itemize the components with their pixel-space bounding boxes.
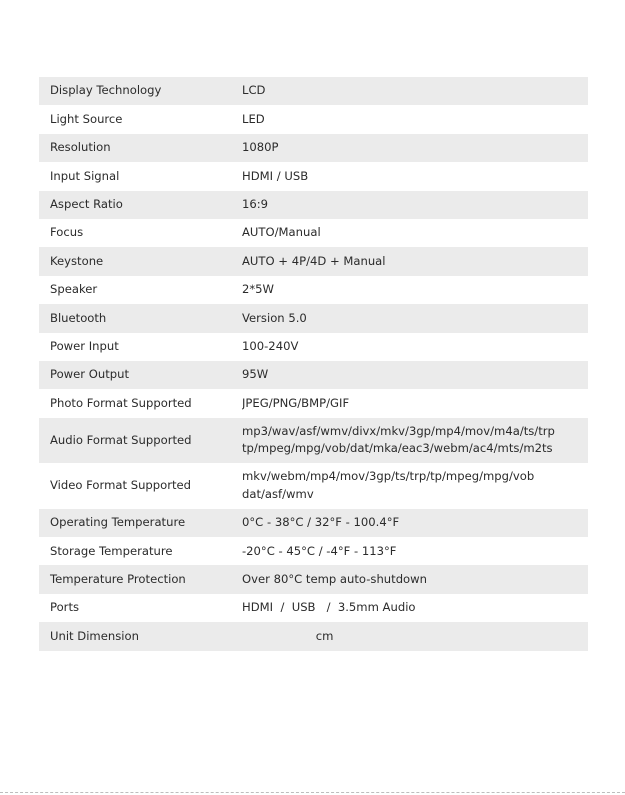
- spec-value-line: mp3/wav/asf/wmv/divx/mkv/3gp/mp4/mov/m4a/ts/trp: [242, 423, 555, 438]
- spec-value-line: LED: [242, 111, 265, 126]
- spec-label: Power Input: [50, 338, 119, 353]
- spec-row: [39, 509, 588, 537]
- spec-value-line: mkv/webm/mp4/mov/3gp/ts/trp/tp/mpeg/mpg/vob: [242, 469, 535, 484]
- spec-label: Display Technology: [50, 83, 162, 98]
- spec-row: [39, 162, 588, 190]
- spec-value-line: -20°C - 45°C / -4°F - 113°F: [242, 543, 397, 558]
- spec-value: [242, 463, 588, 509]
- spec-row: [39, 537, 588, 565]
- spec-value-line: dat/asf/wmv: [242, 486, 314, 501]
- spec-row: [39, 134, 588, 162]
- spec-value-line: tp/mpeg/mpg/vob/dat/mka/eac3/webm/ac4/mts/m2ts: [242, 441, 553, 456]
- spec-value: [242, 389, 588, 417]
- spec-label: Bluetooth: [50, 310, 107, 325]
- spec-value-line: LCD: [242, 83, 266, 98]
- spec-row: [39, 622, 588, 650]
- spec-label: Ports: [50, 600, 80, 615]
- spec-value-line: 95W: [242, 367, 269, 382]
- spec-value: [242, 537, 588, 565]
- spec-value: [242, 509, 588, 537]
- spec-label: Light Source: [50, 111, 123, 126]
- spec-value-line: Version 5.0: [242, 310, 307, 325]
- spec-row: [39, 191, 588, 219]
- spec-label: Power Output: [50, 367, 130, 382]
- spec-row: [39, 105, 588, 133]
- spec-value: [242, 247, 588, 275]
- spec-row: [39, 594, 588, 622]
- spec-label: Audio Format Supported: [50, 432, 192, 447]
- spec-row: [39, 565, 588, 593]
- spec-row: [39, 276, 588, 304]
- spec-value: [242, 162, 588, 190]
- spec-table: [39, 77, 588, 651]
- spec-value: [242, 622, 588, 650]
- spec-value-line: 2*5W: [242, 282, 275, 297]
- spec-value: [242, 105, 588, 133]
- spec-value: [242, 418, 588, 464]
- spec-value: [242, 219, 588, 247]
- spec-value-line: cm: [242, 628, 334, 643]
- spec-value-line: AUTO/Manual: [242, 225, 321, 240]
- spec-value-line: HDMI / USB: [242, 168, 309, 183]
- spec-label: Input Signal: [50, 168, 120, 183]
- spec-value-line: 1080P: [242, 140, 279, 155]
- spec-label: Speaker: [50, 282, 98, 297]
- spec-label: Resolution: [50, 140, 111, 155]
- spec-value-line: Over 80°C temp auto-shutdown: [242, 571, 427, 586]
- spec-label: Photo Format Supported: [50, 395, 192, 410]
- spec-value: [242, 191, 588, 219]
- spec-label: Video Format Supported: [50, 478, 192, 493]
- spec-label: Keystone: [50, 253, 104, 268]
- spec-value: [242, 565, 588, 593]
- spec-row: [39, 361, 588, 389]
- spec-row: [39, 418, 588, 464]
- spec-value: [242, 333, 588, 361]
- spec-table-body: [39, 77, 588, 651]
- spec-label: Storage Temperature: [50, 543, 173, 558]
- spec-value: [242, 134, 588, 162]
- spec-value: [242, 77, 588, 105]
- spec-label: Operating Temperature: [50, 515, 186, 530]
- spec-label: Focus: [50, 225, 84, 240]
- spec-label: Unit Dimension: [50, 628, 139, 643]
- spec-row: [39, 463, 588, 509]
- spec-label: Temperature Protection: [50, 571, 186, 586]
- spec-value: [242, 361, 588, 389]
- spec-row: [39, 304, 588, 332]
- spec-value-line: 16:9: [242, 197, 269, 211]
- spec-value-line: JPEG/PNG/BMP/GIF: [242, 395, 350, 410]
- spec-row: [39, 333, 588, 361]
- spec-label: Aspect Ratio: [50, 197, 123, 211]
- spec-row: [39, 247, 588, 275]
- spec-value-line: 0°C - 38°C / 32°F - 100.4°F: [242, 515, 400, 530]
- spec-row: [39, 219, 588, 247]
- spec-value-line: 100-240V: [242, 338, 299, 353]
- spec-row: [39, 389, 588, 417]
- spec-value-line: HDMI / USB / 3.5mm Audio: [242, 600, 416, 615]
- spec-value: [242, 304, 588, 332]
- spec-value: [242, 594, 588, 622]
- page-bottom-divider: [0, 792, 625, 793]
- spec-value-line: AUTO + 4P/4D + Manual: [242, 253, 386, 268]
- spec-value: [242, 276, 588, 304]
- spec-row: [39, 77, 588, 105]
